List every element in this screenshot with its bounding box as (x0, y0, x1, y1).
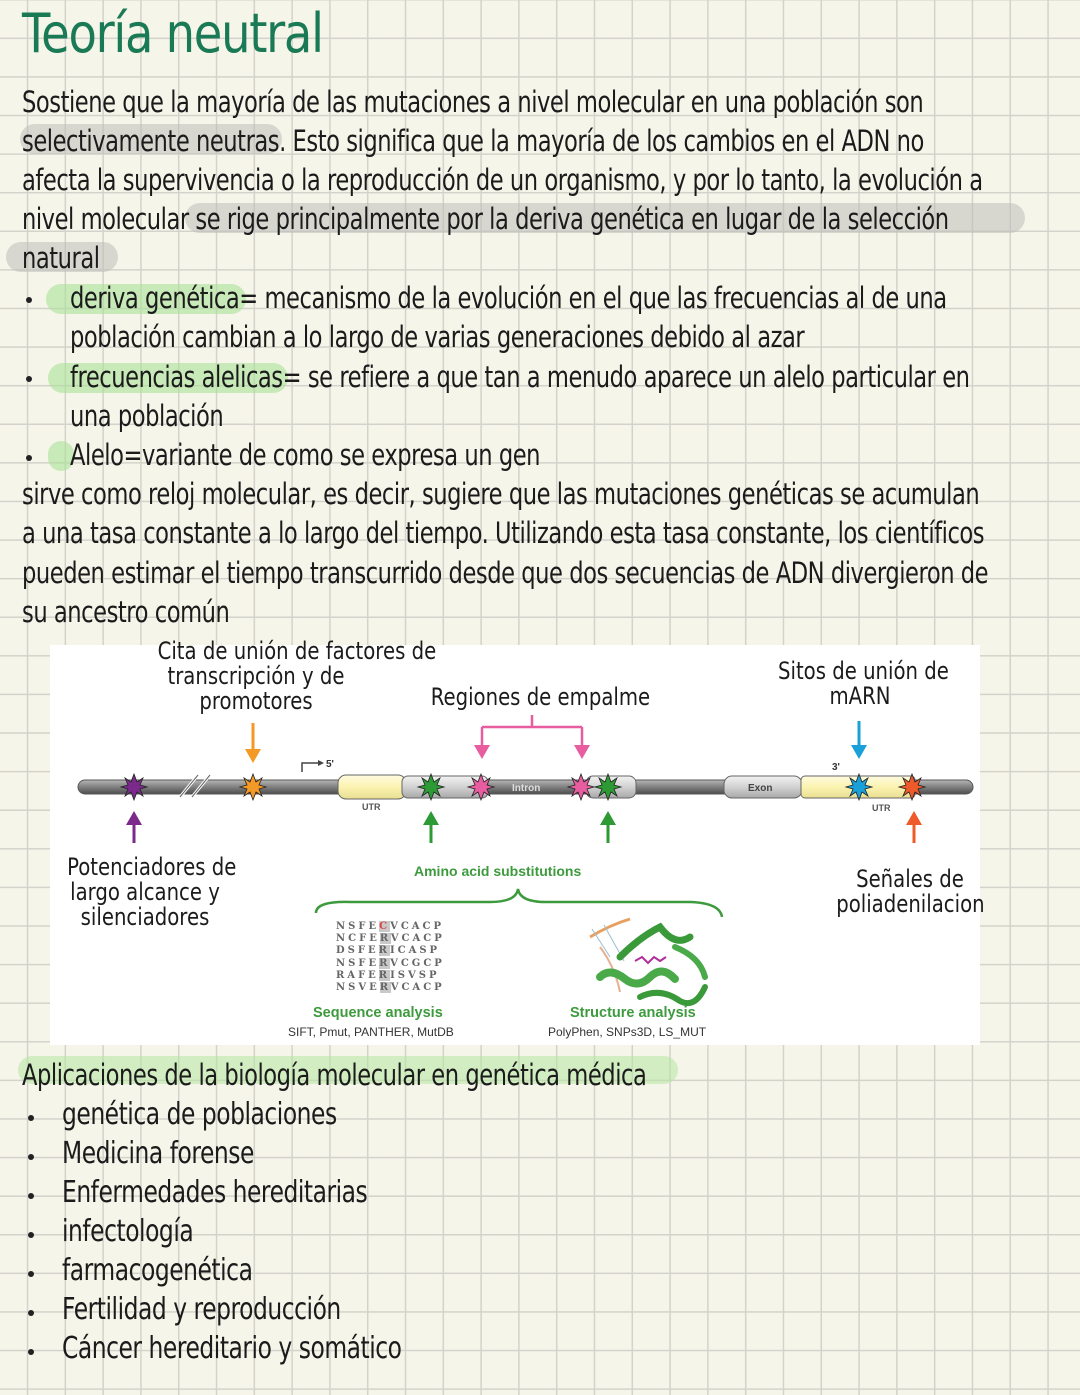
bullet-icon (26, 376, 32, 382)
bullet-icon (28, 1115, 34, 1121)
clock-line: pueden estimar el tiempo transcurrido desde que dos secuencias de ADN divergieron de (22, 556, 989, 590)
structure-analysis-tools: PolyPhen, SNPs3D, LS_MUT (548, 1025, 707, 1039)
definition-line: población cambian a lo largo de varias generaciones debido al azar (70, 320, 805, 354)
sequence-row: NSFECVCACP (336, 921, 445, 932)
list-item: farmacogenética (62, 1253, 253, 1288)
bullet-icon (26, 455, 32, 461)
three-prime-label: 3' (832, 762, 840, 773)
utr-right-label: UTR (872, 803, 891, 813)
clock-line: sirve como reloj molecular, es decir, sugiere que las mutaciones genéticas se acumulan (22, 477, 980, 511)
five-prime-label: 5' (326, 759, 334, 770)
sequence-row: DSFERICASP (336, 945, 441, 957)
list-item: Medicina forense (62, 1136, 254, 1171)
splicing-label: Regiones de empalme (430, 683, 651, 711)
brace-icon (316, 889, 722, 917)
intro-line: natural (22, 241, 100, 275)
utr-left-label: UTR (362, 802, 381, 812)
amino-acid-label: Amino acid substitutions (414, 863, 582, 879)
protein-structure-icon (590, 919, 705, 1003)
clock-line: a una tasa constante a lo largo del tiempo. Utilizando esta tasa constante, los científicos (22, 516, 985, 550)
sequence-row: NCFERVCACP (336, 933, 445, 945)
bullet-icon (28, 1154, 34, 1160)
tf-binding-label: Cita de unión de factores de transcripción y de promotores (157, 637, 437, 715)
intro-line: selectivamente neutras. Esto significa que la mayoría de los cambios en el ADN no (22, 124, 924, 158)
sequence-row: RAFERISVSP (336, 969, 440, 981)
sequence-row: NSVERVCACP (336, 982, 445, 994)
mrna-binding-label: Sitos de unión de mARN (778, 657, 949, 710)
sequence-analysis-title: Sequence analysis (313, 1005, 443, 1021)
bullet-icon (28, 1271, 34, 1277)
page-title: Teoría neutral (22, 2, 323, 65)
bullet-icon (28, 1193, 34, 1199)
bullet-icon (26, 297, 32, 303)
enhancers-label: Potenciadores de largo alcance y silenciadores (67, 853, 237, 931)
list-item: infectología (62, 1214, 194, 1249)
definition-line: una población (70, 399, 224, 433)
clock-line: su ancestro común (22, 595, 230, 629)
applications-title: Aplicaciones de la biología molecular en genética médica (22, 1058, 647, 1092)
gene-mutation-figure (50, 637, 985, 1045)
sequence-alignment (336, 921, 445, 994)
list-item: genética de poblaciones (62, 1097, 337, 1132)
definition-line: Alelo=variante de como se expresa un gen (70, 438, 541, 472)
intron-label: Intron (512, 783, 541, 794)
intro-line: afecta la supervivencia o la reproducción de un organismo, y por lo tanto, la evolución a (22, 163, 983, 197)
structure-analysis-title: Structure analysis (570, 1005, 696, 1021)
intro-line: nivel molecular se rige principalmente por la deriva genética en lugar de la selección (22, 202, 949, 236)
definition-line: frecuencias alelicas= se refiere a que tan a menudo aparece un alelo particular en (70, 360, 970, 394)
bullet-icon (28, 1232, 34, 1238)
exon-label: Exon (748, 783, 773, 794)
sequence-analysis-tools: SIFT, Pmut, PANTHER, MutDB (288, 1025, 454, 1039)
list-item: Enfermedades hereditarias (62, 1175, 368, 1210)
intro-line: Sostiene que la mayoría de las mutaciones a nivel molecular en una población son (22, 85, 924, 119)
sequence-row: NSFERVCGCP (336, 957, 445, 969)
polyadenylation-label: Señales de poliadenilacion (836, 865, 985, 918)
bullet-icon (28, 1349, 34, 1355)
list-item: Cáncer hereditario y somático (62, 1331, 402, 1366)
bullet-icon (28, 1310, 34, 1316)
list-item: Fertilidad y reproducción (62, 1292, 341, 1327)
definition-line: deriva genética= mecanismo de la evolución en el que las frecuencias al de una (70, 281, 947, 315)
